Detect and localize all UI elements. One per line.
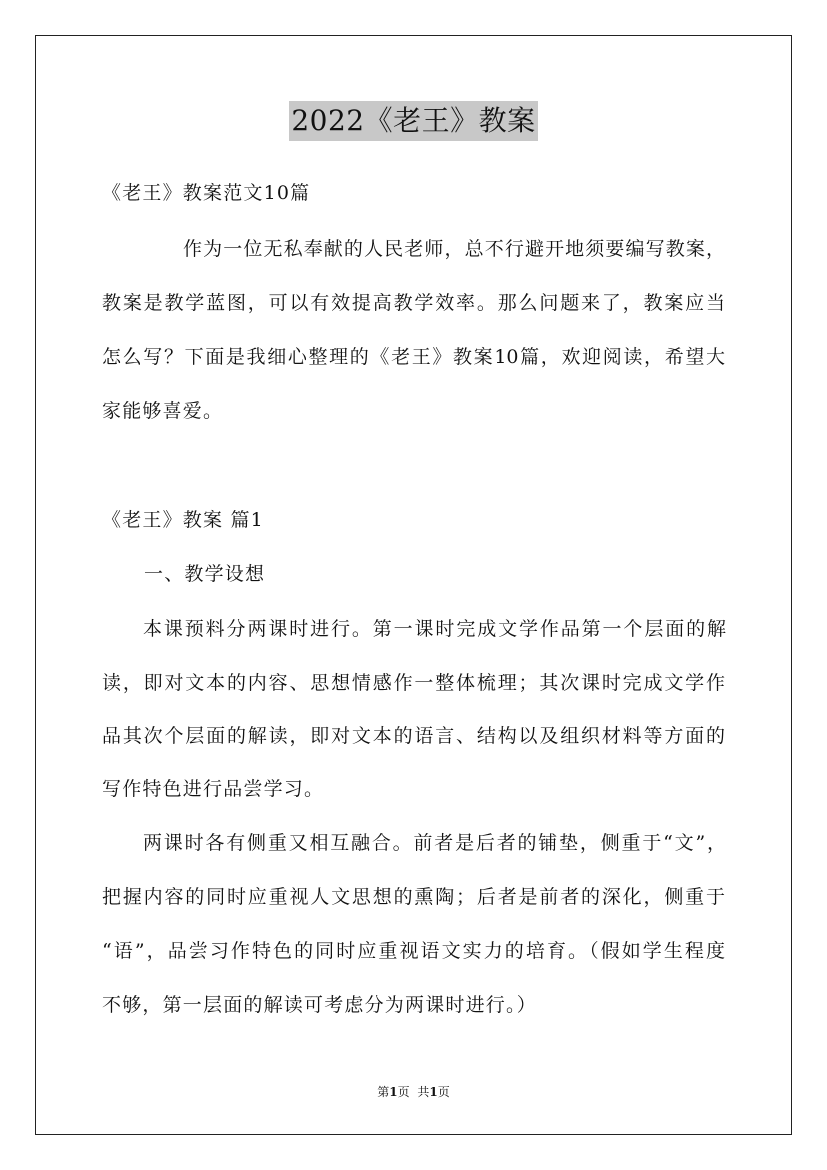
item-heading: 一、教学设想 bbox=[144, 563, 266, 585]
total-prefix: 共 bbox=[417, 1085, 430, 1099]
para2-line-1: 两课时各有侧重又相互融合。前者是后者的铺垫，侧重于“文”， bbox=[143, 832, 726, 854]
page-footer bbox=[0, 1084, 827, 1100]
para2-line-3: “语”，品尝习作特色的同时应重视语文实力的培育。（假如学生程度 bbox=[102, 940, 725, 962]
intro-line-3: 怎么写？下面是我细心整理的《老王》教案10篇，欢迎阅读，希望大 bbox=[102, 346, 725, 368]
document-subtitle: 《老王》教案范文10篇 bbox=[102, 182, 311, 204]
section-heading: 《老王》教案 篇1 bbox=[102, 509, 264, 531]
page-suffix: 页 bbox=[397, 1085, 410, 1099]
intro-line-2: 教案是教学蓝图，可以有效提高教学效率。那么问题来了，教案应当 bbox=[102, 292, 725, 314]
para2-line-4: 不够，第一层面的解读可考虑分为两课时进行。） bbox=[102, 994, 537, 1016]
total-pages: 1 bbox=[429, 1085, 438, 1099]
total-suffix: 页 bbox=[437, 1085, 450, 1099]
page-prefix: 第 bbox=[377, 1085, 390, 1099]
para1-line-2: 读，即对文本的内容、思想情感作一整体梳理；其次课时完成文学作 bbox=[102, 672, 725, 694]
para2-line-2: 把握内容的同时应重视人文思想的熏陶；后者是前者的深化，侧重于 bbox=[102, 886, 725, 908]
para1-line-4: 写作特色进行品尝学习。 bbox=[102, 778, 325, 800]
para1-line-1: 本课预料分两课时进行。第一课时完成文学作品第一个层面的解 bbox=[143, 618, 726, 640]
para1-line-3: 品其次个层面的解读，即对文本的语言、结构以及组织材料等方面的 bbox=[102, 725, 725, 747]
document-title: 2022《老王》教案 bbox=[289, 101, 537, 141]
intro-line-4: 家能够喜爱。 bbox=[102, 400, 224, 422]
title-container bbox=[0, 101, 827, 141]
intro-line-1: 作为一位无私奉献的人民老师，总不行避开地须要编写教案， bbox=[183, 238, 725, 260]
page-number: 1 bbox=[389, 1085, 398, 1099]
